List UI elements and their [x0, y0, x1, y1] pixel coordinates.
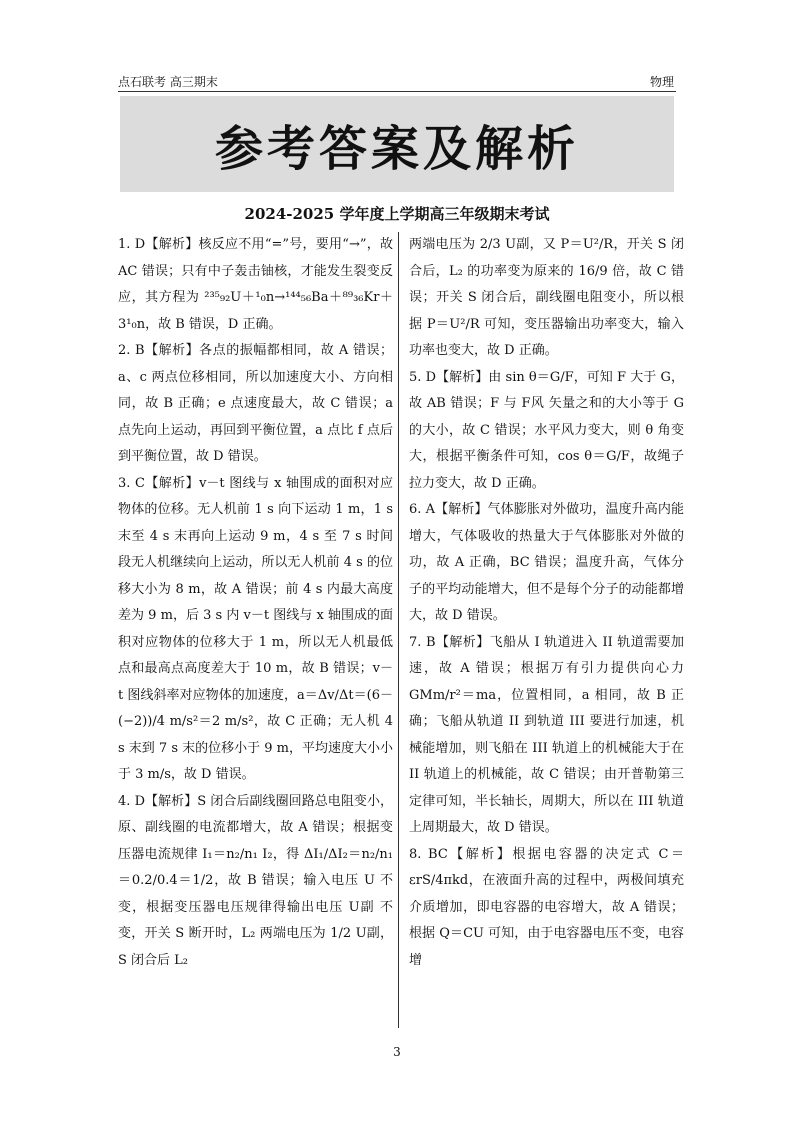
answer-paragraph: 6. A【解析】气体膨胀对外做功，温度升高内能增大，气体吸收的热量大于气体膨胀对外做的功，故 A 正确，BC 错误；温度升高，气体分子的平均动能增大，但不是每个分子的动能都增大，故 D 错误。	[409, 502, 684, 623]
column-divider	[398, 232, 399, 1028]
left-column	[118, 232, 393, 974]
answer-paragraph: 2. B【解析】各点的振幅都相同，故 A 错误；a、c 两点位移相同，所以加速度大小、方向相同，故 B 正确；e 点速度最大，故 C 错误；a 点先向上运动，再回到平衡位置，a 点比 f 点后到平衡位置，故 D 错误。	[118, 343, 393, 464]
answer-paragraph: 4. D【解析】S 闭合后副线圈回路总电阻变小，原、副线圈的电流都增大，故 A 错误；根据变压器电流规律 I₁＝n₂/n₁ I₂，得 ΔI₁/ΔI₂＝n₂/n₁＝0.2/0.4＝1/2，故 B 错误；输入电压 U 不变，根据变压器电压规律得输出电压 U副 不变，开关 S 断开时，L₂ 两端电压为 1/2 U副，S 闭合后 L₂	[118, 793, 393, 968]
answer-paragraph: 5. D【解析】由 sin θ＝G/F，可知 F 大于 G，故 AB 错误；F 与 F风 矢量之和的大小等于 G 的大小，故 C 错误；水平风力变大，则 θ 角变大，根据平衡条件可知，cos θ＝G/F，故绳子拉力变大，故 D 正确。	[409, 369, 684, 491]
answer-paragraph: 两端电压为 2/3 U副，又 P＝U²/R，开关 S 闭合后，L₂ 的功率变为原来的 16/9 倍，故 C 错误；开关 S 闭合后，副线圈电阻变小，所以根据 P＝U²/R 可知，变压器输出功率变大，输入功率也变大，故 D 正确。	[409, 237, 684, 358]
header-right: 物理	[649, 75, 674, 89]
answer-paragraph: 3. C【解析】v－t 图线与 x 轴围成的面积对应物体的位移。无人机前 1 s 向下运动 1 m，1 s 末至 4 s 末再向上运动 9 m，4 s 至 7 s 时间段无人机继续向上运动，所以无人机前 4 s 的位移大小为 8 m，故 A 错误；前 4 s 内最大高度差为 9 m，后 3 s 内 v－t 图线与 x 轴围成的面积对应物体的位移大于 1 m，所以无人机最低点和最高点高度差大于 10 m，故 B 错误；v－t 图线斜率对应物体的加速度，a＝Δv/Δt＝(6－(−2))/4 m/s²＝2 m/s²，故 C 正确；无人机 4 s 末到 7 s 末的位移小于 9 m，平均速度大小小于 3 m/s，故 D 错误。	[118, 475, 394, 782]
answer-paragraph: 8. BC【解析】根据电容器的决定式 C＝εrS/4πkd，在液面升高的过程中，两极间填充介质增加，即电容器的电容增大，故 A 错误；根据 Q＝CU 可知，由于电容器电压不变，电容增	[409, 846, 684, 968]
page-number: 3	[393, 1045, 401, 1059]
header-left: 点石联考 高三期末	[118, 75, 218, 89]
title-banner	[120, 96, 674, 192]
right-column	[409, 232, 684, 974]
page-title: 参考答案及解析	[214, 120, 579, 177]
answer-paragraph: 7. B【解析】飞船从 I 轨道进入 II 轨道需要加速，故 A 错误；根据万有引力提供向心力 GMm/r²＝ma，位置相同，a 相同，故 B 正确；飞船从轨道 II 到轨道 III 要进行加速，机械能增加，则飞船在 III 轨道上的机械能大于在 II 轨道上的机械能，故 C 错误；由开普勒第三定律可知，半长轴长，周期大，所以在 III 轨道上周期最大，故 D 错误。	[409, 634, 684, 835]
answer-paragraph: 1. D【解析】核反应不用“=”号，要用“→”，故 AC 错误；只有中子轰击铀核，才能发生裂变反应，其方程为 ²³⁵₉₂U＋¹₀n→¹⁴⁴₅₆Ba＋⁸⁹₃₆Kr＋3¹₀n，故 B 错误，D 正确。	[118, 237, 393, 332]
exam-subtitle: 2024-2025 学年度上学期高三年级期末考试	[244, 205, 550, 223]
header-rule	[118, 91, 676, 92]
